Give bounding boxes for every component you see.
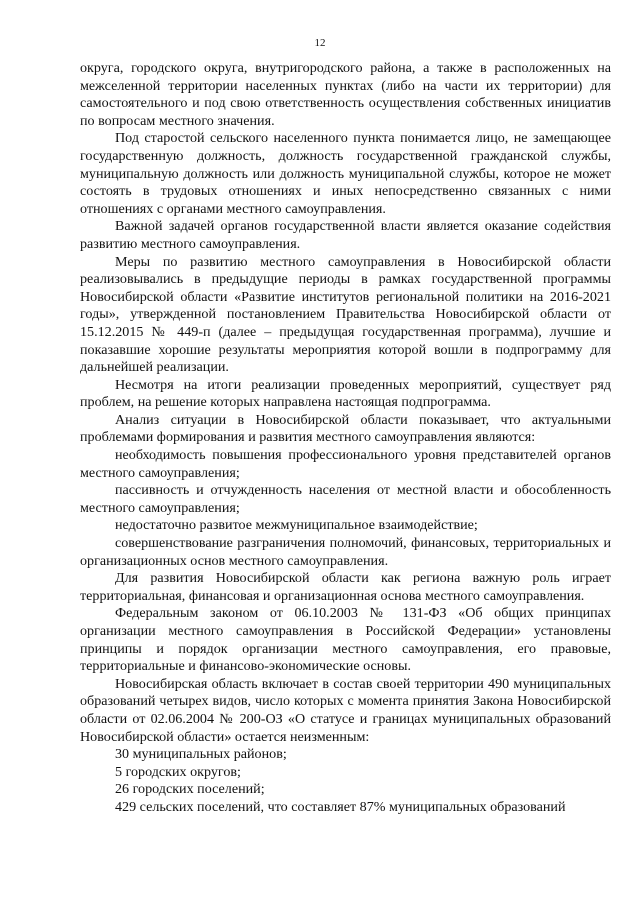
- list-item-problem-1: необходимость повышения профессионального уровня представителей органов местного самоуправления;: [80, 447, 611, 481]
- paragraph-municipalities: Новосибирская область включает в состав своей территории 490 муниципальных образований четырех видов, число которых с момента принятия Закона Новосибирской области от 02.06.2004 № 200-ОЗ «О статусе и границах муниципальных образований Новосибирской области» остается неизменным:: [80, 675, 611, 745]
- paragraph-state-task: Важной задачей органов государственной власти является оказание содействия развитию местного самоуправления.: [80, 218, 611, 252]
- paragraph-starosta-definition: Под старостой сельского населенного пункта понимается лицо, не замещающее государственную должность, должность государственной гражданской службы, муниципальную должность или должность муниципальной службы, которое не может состоять в трудовых отношениях и иных непосредственно связанных с ними отношениях с органами местного самоуправления.: [80, 130, 611, 217]
- list-item-districts: 30 муниципальных районов;: [115, 746, 287, 763]
- paragraph-federal-law: Федеральным законом от 06.10.2003 № 131-ФЗ «Об общих принципах организации местного самоуправления в Российской Федерации» установлены принципы и порядок организации местного самоуправления, его правовые, территориальные и финансово-экономические основы.: [80, 605, 611, 675]
- page-number: 12: [314, 37, 326, 49]
- paragraph-development-role: Для развития Новосибирской области как региона важную роль играет территориальная, финансовая и организационная основа местного самоуправления.: [80, 570, 611, 604]
- paragraph-previous-program: Меры по развитию местного самоуправления в Новосибирской области реализовывались в предыдущие периоды в рамках государственной программы Новосибирской области «Развитие институтов региональной политики на 2016-2021 годы», утвержденной постановлением Правительства Новосибирской области от 15.12.2015 № 449-п (далее – предыдущая государственная программа), лучшие и показавшие хорошие результаты мероприятия которой вошли в подпрограмму для дальнейшей реализации.: [80, 253, 611, 376]
- paragraph-continuation: округа, городского округа, внутригородского района, а также в расположенных на межселенной территории населенных пунктах (либо на части их территории) для самостоятельного и под свою ответственность осуществления собственных инициатив по вопросам местного значения.: [80, 60, 611, 129]
- paragraph-problems: Несмотря на итоги реализации проведенных мероприятий, существует ряд проблем, на решение которых направлена настоящая подпрограмма.: [80, 376, 611, 411]
- paragraph-analysis: Анализ ситуации в Новосибирской области показывает, что актуальными проблемами формирования и развития местного самоуправления являются:: [80, 411, 611, 446]
- list-item-rural-settlements: 429 сельских поселений, что составляет 87% муниципальных образований: [115, 798, 566, 815]
- list-item-urban-settlements: 26 городских поселений;: [115, 781, 265, 798]
- list-item-problem-2: пассивность и отчужденность населения от местной власти и обособленность местного самоуправления;: [80, 482, 611, 516]
- list-item-urban-okrugs: 5 городских округов;: [115, 763, 241, 780]
- list-item-problem-4: совершенствование разграничения полномочий, финансовых, территориальных и организационных основ местного самоуправления.: [80, 535, 611, 569]
- list-item-problem-3: недостаточно развитое межмуниципальное взаимодействие;: [115, 517, 478, 534]
- document-body: [80, 60, 611, 817]
